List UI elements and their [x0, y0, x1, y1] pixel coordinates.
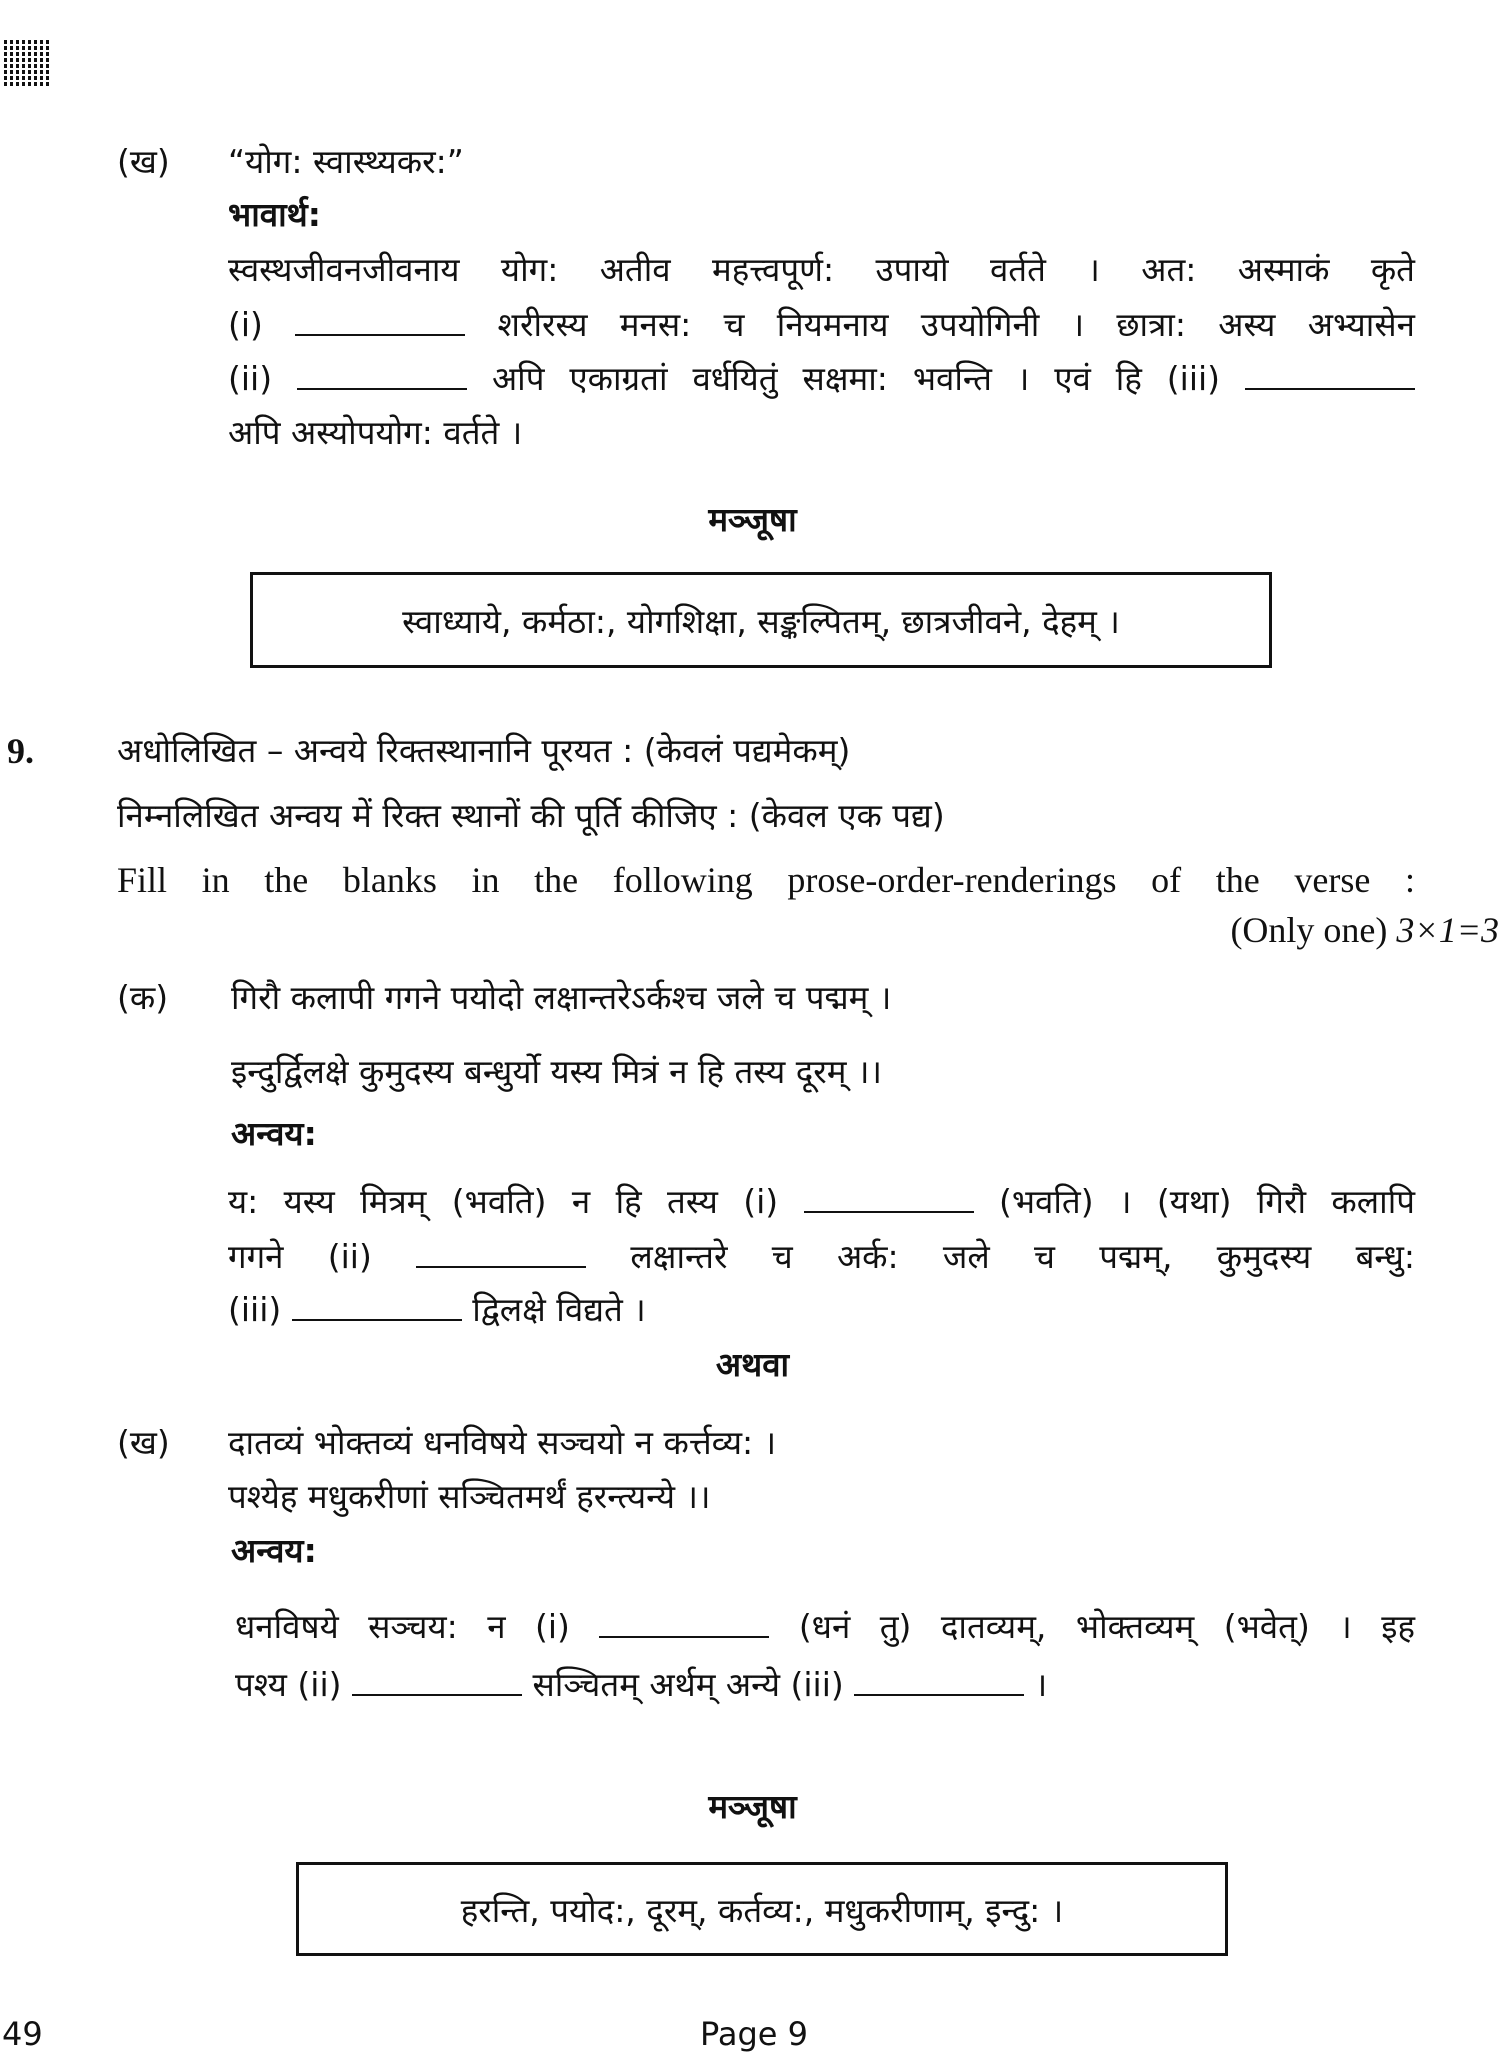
marks-note: (Only one)	[1230, 910, 1388, 950]
passage-title: “योग: स्वास्थ्यकर:”	[228, 142, 464, 181]
instruction-sanskrit: अधोलिखित – अन्वये रिक्तस्थानानि पूरयत : (केवलं पद्यमेकम्)	[117, 731, 851, 770]
manjusha-title: मञ्जूषा	[708, 500, 797, 539]
blank-iii[interactable]	[1245, 362, 1415, 390]
question-number: 9.	[7, 731, 34, 771]
passage-line: स्वस्थजीवनजीवनाय योग: अतीव महत्त्वपूर्ण: उपायो वर्तते । अत: अस्माकं कृते	[228, 250, 1415, 289]
blank-number: (i)	[228, 305, 263, 344]
anvaya-text: धनविषये सञ्चय: न (i)	[235, 1607, 570, 1646]
marks	[1230, 908, 1499, 952]
blank-iii[interactable]	[854, 1668, 1024, 1696]
blank-ii[interactable]	[297, 362, 467, 390]
word-box	[250, 572, 1272, 668]
blank-i[interactable]	[599, 1610, 769, 1638]
anvaya-text: पश्य (ii)	[235, 1665, 342, 1704]
anvaya-text: गगने (ii)	[228, 1237, 372, 1276]
blank-iii[interactable]	[292, 1293, 462, 1321]
anvaya-line	[235, 1663, 1047, 1707]
blank-number: (ii)	[228, 359, 273, 398]
anvaya-text: लक्षान्तरे च अर्क: जले च पद्मम्, कुमुदस्य बन्धु:	[630, 1237, 1415, 1276]
passage-line	[228, 357, 1415, 401]
instruction-english: Fill in the blanks in the following prose-order-renderings of the verse :	[117, 860, 1415, 900]
word-box	[296, 1862, 1228, 1956]
qr-code	[4, 40, 50, 86]
passage-line: अपि अस्योपयोग: वर्तते ।	[228, 413, 523, 452]
anvaya-line	[228, 1288, 646, 1332]
anvaya-line	[228, 1180, 1415, 1224]
verse-line: गिरौ कलापी गगने पयोदो लक्षान्तरेऽर्कश्च जले च पद्मम् ।	[231, 978, 892, 1017]
instruction-hindi: निम्नलिखित अन्वय में रिक्त स्थानों की पूर्ति कीजिए : (केवल एक पद्य)	[117, 796, 945, 835]
anvaya-text: सञ्चितम् अर्थम् अन्ये (iii)	[532, 1665, 844, 1704]
or-label: अथवा	[715, 1345, 790, 1384]
passage-text: शरीरस्य मनस: च नियमनाय उपयोगिनी । छात्रा: अस्य अभ्यासेन	[497, 305, 1415, 344]
anvaya-text: (धनं तु) दातव्यम्, भोक्तव्यम् (भवेत्) । इह	[798, 1607, 1415, 1646]
question-part-label: (ख)	[117, 142, 170, 181]
anvaya-line	[228, 1235, 1415, 1279]
marks-value: 3×1=3	[1396, 910, 1499, 950]
blank-i[interactable]	[804, 1185, 974, 1213]
passage-line	[228, 303, 1415, 347]
anvaya-text: द्विलक्षे विद्यते ।	[472, 1290, 646, 1329]
anvaya-heading: अन्वय:	[231, 1114, 317, 1153]
word-box-words: हरन्ति, पयोद:, दूरम्, कर्तव्य:, मधुकरीणाम्, इन्दु: ।	[460, 1890, 1064, 1930]
anvaya-text: ।	[1034, 1665, 1048, 1704]
question-part-label: (क)	[117, 978, 169, 1017]
verse-line: दातव्यं भोक्तव्यं धनविषये सञ्चयो न कर्त्तव्य: ।	[228, 1423, 777, 1462]
anvaya-text: (iii)	[228, 1290, 282, 1329]
word-box-words: स्वाध्याये, कर्मठा:, योगशिक्षा, सङ्कल्पितम्, छात्रजीवने, देहम् ।	[402, 601, 1120, 641]
paper-code: 49	[2, 2015, 43, 2053]
passage-text: अपि एकाग्रतां वर्धयितुं सक्षमा: भवन्ति । एवं हि (iii)	[491, 359, 1221, 398]
blank-ii[interactable]	[416, 1240, 586, 1268]
bhavarth-heading: भावार्थ:	[228, 195, 321, 234]
anvaya-text: य: यस्य मित्रम् (भवति) न हि तस्य (i)	[228, 1182, 779, 1221]
anvaya-text: (भवति) । (यथा) गिरौ कलापि	[998, 1182, 1415, 1221]
question-part-label: (ख)	[117, 1423, 170, 1462]
manjusha-title: मञ्जूषा	[708, 1787, 797, 1826]
anvaya-line	[235, 1605, 1415, 1649]
blank-ii[interactable]	[352, 1668, 522, 1696]
verse-line: इन्दुर्द्विलक्षे कुमुदस्य बन्धुर्यो यस्य मित्रं न हि तस्य दूरम् ।।	[231, 1052, 882, 1091]
verse-line: पश्येह मधुकरीणां सञ्चितमर्थं हरन्त्यन्ये ।।	[228, 1477, 711, 1516]
page-number: Page 9	[700, 2015, 808, 2053]
anvaya-heading: अन्वय:	[231, 1531, 317, 1570]
blank-i[interactable]	[295, 308, 465, 336]
